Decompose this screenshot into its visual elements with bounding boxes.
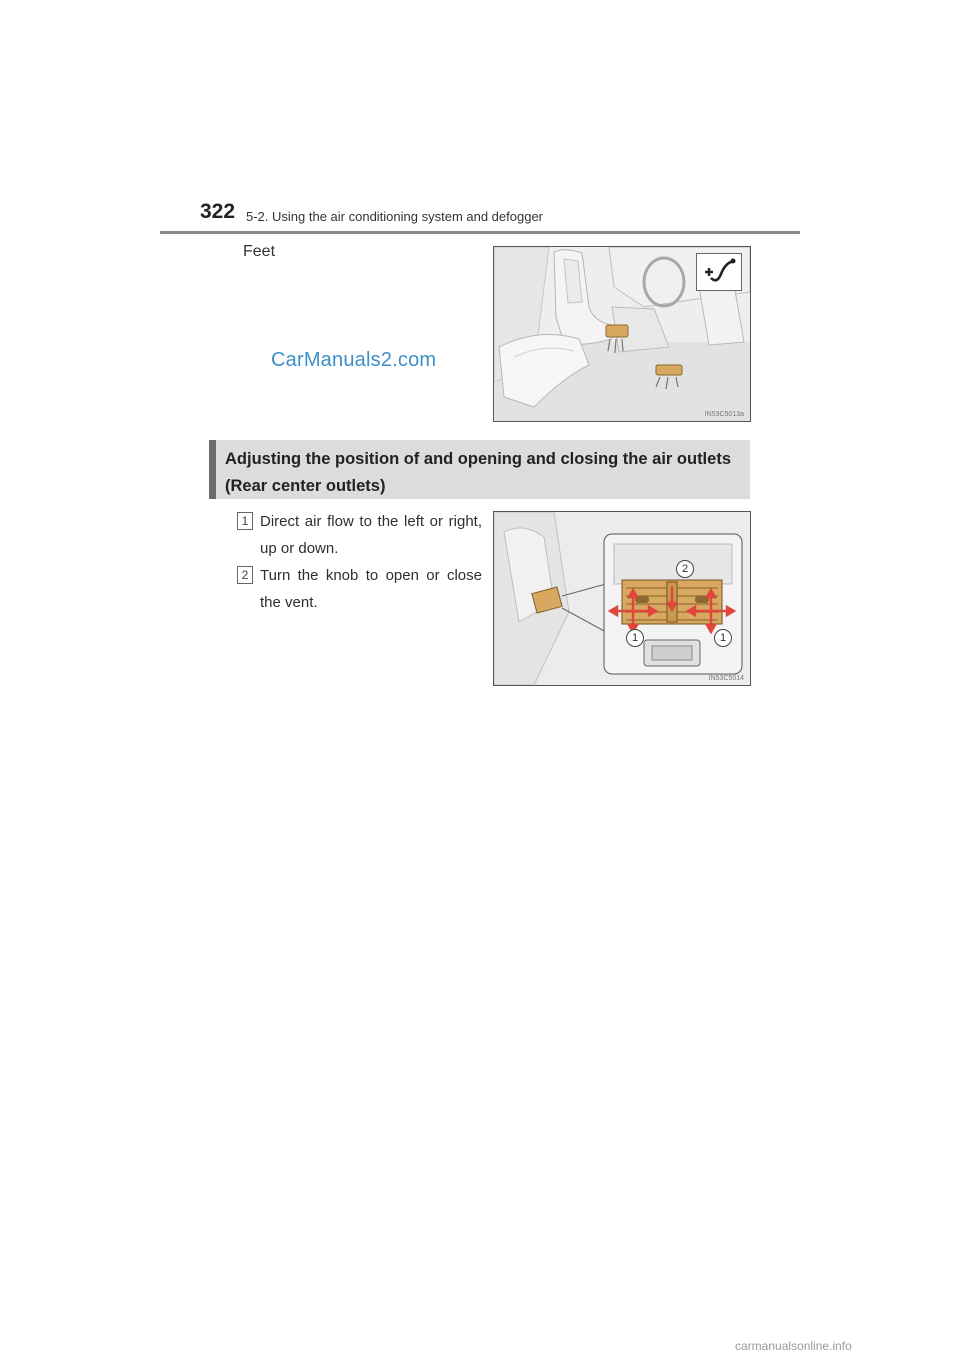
feet-airflow-figure [493, 246, 751, 422]
running-head: 5-2. Using the air conditioning system and defogger [246, 209, 544, 224]
figure-code: IN53C5013a [704, 411, 744, 418]
step-text-2: Turn the knob to open or close the vent. [260, 567, 482, 611]
rear-center-outlets-figure [493, 511, 751, 686]
step-2 [237, 562, 482, 616]
figure-code: IN53C5014 [708, 675, 744, 682]
section-heading: Adjusting the position of and opening and closing the air outlets (Rear center outlets) [209, 440, 750, 499]
header-rule [160, 231, 800, 234]
footer-watermark[interactable]: carmanualsonline.info [735, 1339, 852, 1353]
callout-1-right: 1 [714, 629, 732, 647]
rear-vent-illustration [494, 512, 750, 685]
step-number-2: 2 [237, 566, 253, 584]
watermark[interactable]: CarManuals2.com [271, 349, 437, 371]
step-text-1: Direct air flow to the left or right, up or down. [260, 513, 482, 557]
step-number-1: 1 [237, 512, 253, 530]
feet-label: Feet [243, 243, 276, 260]
feet-mode-icon [696, 253, 742, 291]
page-number: 322 [200, 200, 236, 223]
step-1 [237, 508, 482, 562]
callout-2: 2 [676, 560, 694, 578]
callout-1-left: 1 [626, 629, 644, 647]
